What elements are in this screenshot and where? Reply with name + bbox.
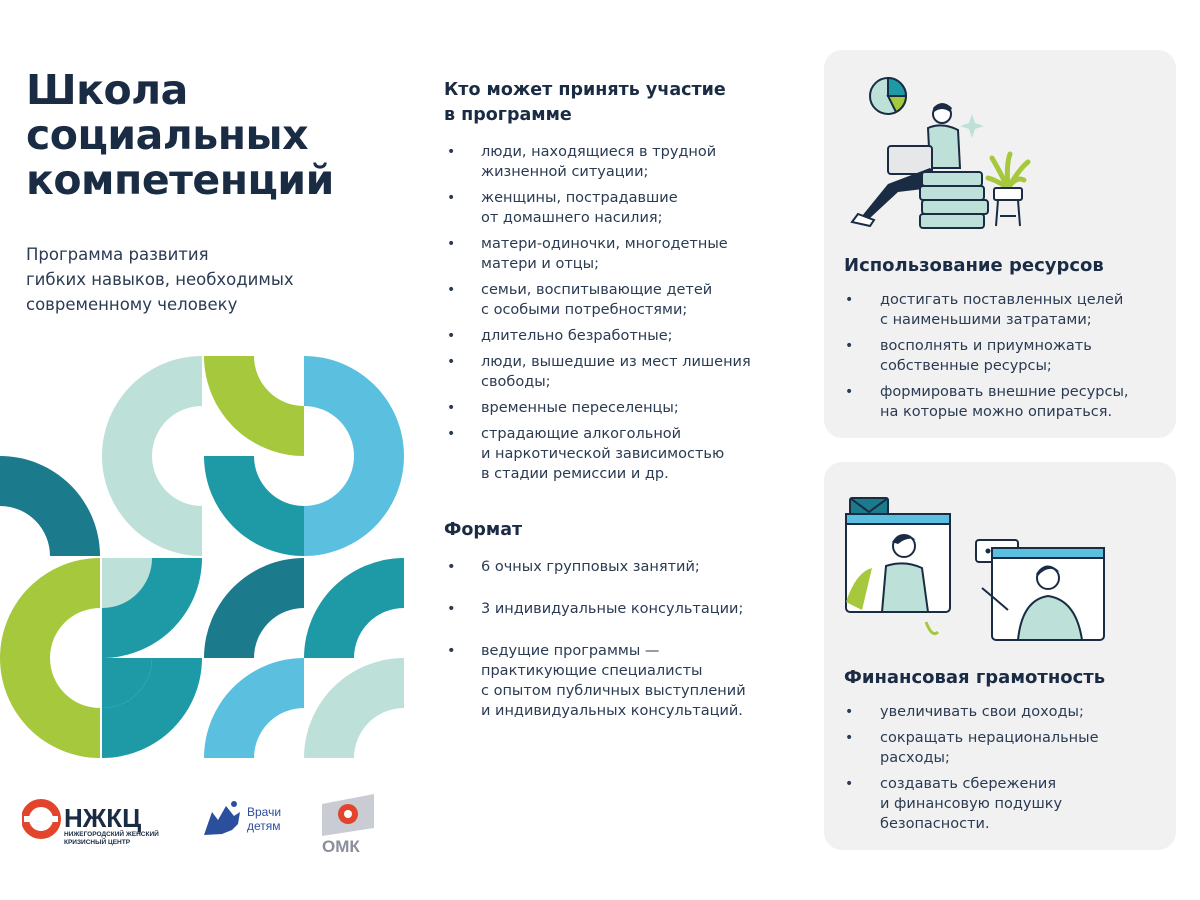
pie-chart-icon [870, 78, 906, 114]
list-item: • 3 индивидуальные консультации; [444, 599, 794, 619]
mosaic-arc [0, 558, 100, 658]
format-list [444, 557, 794, 721]
list-item: • длительно безработные; [444, 326, 794, 346]
title-line: социальных [26, 111, 309, 159]
list-item: • люди, вышедшие из мест лишения свободы; [444, 352, 794, 392]
nzhkc-sub-1: НИЖЕГОРОДСКИЙ ЖЕНСКИЙ [64, 831, 159, 838]
resources-list [842, 290, 1162, 428]
mosaic-arc [304, 456, 404, 556]
subtitle-line: гибких навыков, необходимых [26, 270, 294, 289]
vrachi-line-2: детям [247, 819, 281, 833]
list-item: • увеличивать свои доходы; [842, 702, 1162, 722]
resources-title: Использование ресурсов [844, 255, 1104, 276]
format-section [444, 518, 794, 721]
decorative-mosaic [0, 354, 406, 760]
mosaic-arc [102, 456, 202, 556]
video-window-woman [846, 514, 950, 634]
subtitle-line: современному человеку [26, 295, 238, 314]
mosaic-arc [304, 658, 404, 758]
partner-logos [22, 790, 392, 860]
list-item: • люди, находящиеся в трудной жизненной ситуации; [444, 142, 794, 182]
subtitle-line: Программа развития [26, 245, 209, 264]
mosaic-arc [304, 558, 404, 658]
list-item: • формировать внешние ресурсы, на которые можно опираться. [842, 382, 1162, 422]
title-line: компетенций [26, 156, 334, 204]
finance-title: Финансовая грамотность [844, 667, 1106, 688]
list-item: • сокращать нерациональные расходы; [842, 728, 1162, 768]
mosaic-arc [204, 356, 304, 456]
mosaic-arc [0, 658, 100, 758]
resources-card [824, 50, 1176, 438]
list-item: • матери-одиночки, многодетные матери и отцы; [444, 234, 794, 274]
finance-card [824, 462, 1176, 850]
participants-title: Кто может принять участие в программе [444, 80, 726, 125]
person-on-books [852, 103, 988, 228]
omk-name: ОМК [322, 837, 360, 856]
finance-list [842, 702, 1162, 840]
mosaic-arc [304, 356, 404, 456]
page-subtitle [26, 242, 346, 317]
list-item: • семьи, воспитывающие детей с особыми потребностями; [444, 280, 794, 320]
mosaic-arc [204, 658, 304, 758]
nzhkc-name: НЖКЦ [64, 803, 142, 833]
vrachi-detyam-logo-icon [204, 801, 240, 835]
title-line: Школа [26, 66, 188, 114]
participants-section [444, 78, 794, 490]
omk-logo-icon [322, 794, 374, 836]
list-item: • ведущие программы — практикующие специалисты с опытом публичных выступлений и индивидуальных консультаций. [444, 641, 794, 721]
mosaic-arc [204, 558, 304, 658]
list-item: • временные переселенцы; [444, 398, 794, 418]
nzhkc-sub-2: КРИЗИСНЫЙ ЦЕНТР [64, 839, 131, 846]
list-item: • восполнять и приумножать собственные ресурсы; [842, 336, 1162, 376]
list-item: • 6 очных групповых занятий; [444, 557, 794, 577]
video-window-man [982, 548, 1104, 640]
vrachi-line-1: Врачи [247, 805, 282, 819]
nzhkc-logo [22, 790, 392, 860]
mosaic-arc [204, 456, 304, 556]
potted-plant-icon [988, 154, 1028, 226]
mosaic-arc [102, 356, 202, 456]
page-title [26, 68, 386, 203]
participants-list [444, 142, 794, 484]
list-item: • женщины, пострадавшие от домашнего насилия; [444, 188, 794, 228]
nzhkc-ring-icon [24, 803, 58, 835]
video-call-illustration [842, 492, 1112, 652]
list-item: • страдающие алкогольной и наркотической зависимостью в стадии ремиссии и др. [444, 424, 794, 484]
mosaic-arc [0, 456, 100, 556]
format-title: Формат [444, 520, 523, 540]
sparkle-icon [960, 114, 984, 138]
list-item: • создавать сбережения и финансовую подушку безопасности. [842, 774, 1162, 834]
list-item: • достигать поставленных целей с наименьшими затратами; [842, 290, 1162, 330]
laptop-person-illustration [838, 68, 1038, 238]
